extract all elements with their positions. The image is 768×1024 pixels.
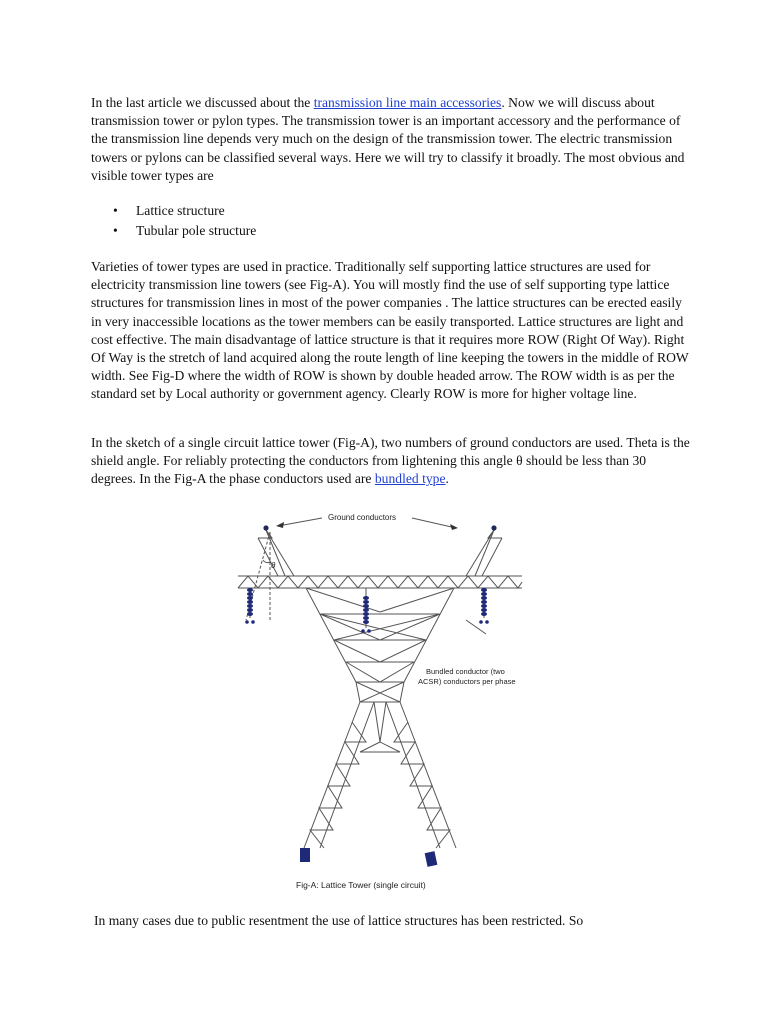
intro-text-after: . Now we will discuss about transmission tower or pylon types. The transmission tower is an important accessory and the performance of the transmission line depends very much on the design of the transmission tower. The electric transmission towers or pylons can be classified several ways. Here we will try to classify it broadly. The most obvious and visible tower types are: [91, 95, 685, 183]
lattice-tower-figure: [230, 502, 540, 894]
tower-types-list: [91, 201, 256, 240]
bundled-label-line1: Bundled conductor (two: [426, 667, 505, 676]
right-lower-leg: [400, 702, 456, 848]
ground-conductor-right: [491, 525, 496, 530]
bundled-arrow: [466, 620, 486, 634]
sketch-paragraph: [91, 434, 691, 489]
list-item: • Lattice structure: [91, 201, 256, 221]
left-footing: [300, 848, 310, 862]
figure-caption: Fig-A: Lattice Tower (single circuit): [296, 880, 426, 890]
ground-arrow-left: [278, 518, 322, 526]
list-item: • Tubular pole structure: [91, 221, 256, 241]
lattice-paragraph: Varieties of tower types are used in practice. Traditionally self supporting lattice structures are used for electricity transmission line towers (see Fig-A). You will mostly find the use of self supporting type lattice structures for transmission lines in most of the power companies . The lattice structures can be erected easily in very inaccessible locations as the tower members can be easily transported. Lattice structures are light and cost effective. The main disadvantage of lattice structure is that it requires more ROW (Right Of Way). Right Of Way is the stretch of land acquired along the route length of line keeping the towers in the middle of ROW width. See Fig-D where the width of ROW is shown by double headed arrow. The ROW width is as per the standard set by Local authority or government agency. Clearly ROW is more for higher voltage line.: [91, 259, 689, 402]
ground-conductors-label: Ground conductors: [328, 513, 397, 522]
sketch-text-after: .: [445, 471, 449, 487]
link-transmission-line-main-accessories[interactable]: transmission line main accessories: [313, 95, 502, 110]
left-lower-leg: [304, 702, 360, 848]
intro-paragraph: [91, 94, 691, 185]
link-bundled-type[interactable]: bundled type: [374, 471, 446, 487]
intro-text-before: In the last article we discussed about the: [91, 95, 314, 110]
lattice-tower-diagram: [230, 502, 540, 894]
ground-conductor-left: [263, 525, 268, 530]
closing-paragraph: In many cases due to public resentment the use of lattice structures has been restricted. So: [94, 913, 584, 928]
theta-label: θ: [271, 561, 276, 570]
sketch-text-before: In the sketch of a single circuit lattice tower (Fig-A), two numbers of ground conductors are used. Theta is the shield angle. For reliably protecting the conductors from lightening this angle θ should be less than 30 degrees. In the Fig-A the phase conductors used are: [91, 435, 690, 487]
right-footing: [425, 851, 438, 867]
bundled-label-line2: ACSR) conductors per phase: [418, 677, 516, 686]
ground-arrow-right: [412, 518, 456, 528]
